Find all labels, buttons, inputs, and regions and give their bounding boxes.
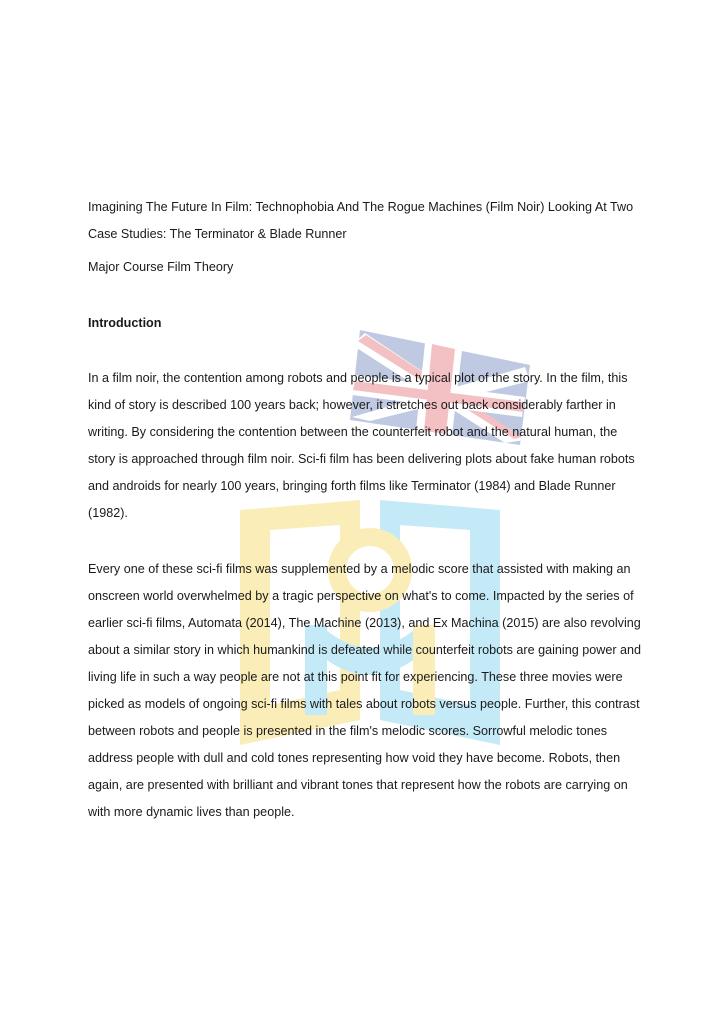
- paragraph-1: In a film noir, the contention among robots and people is a typical plot of the story. In the film, this kind of story is described 100 years back; however, it stretches out back considerably farther in writing. By considering the contention between the counterfeit robot and the natural human, the story is approached through film noir. Sci-fi film has been delivering plots about fake human robots and androids for nearly 100 years, bringing forth films like Terminator (1984) and Blade Runner (1982).: [88, 371, 635, 520]
- document-body: [88, 194, 648, 826]
- document-title: Imagining The Future In Film: Technophobia And The Rogue Machines (Film Noir) Looking At Two Case Studies: The Terminator & Blade Runner: [88, 200, 634, 241]
- paragraph-2: Every one of these sci-fi films was supplemented by a melodic score that assisted with making an onscreen world overwhelmed by a tragic perspective on what's to come. Impacted by the series of earlier sci-fi films, Automata (2014), The Machine (2013), and Ex Machina (2015) are also revolving about a similar story in which humankind is defeated while counterfeit robots are gaining power and living life in such a way people are not at this point fit for experiencing. These three movies were picked as models of ongoing sci-fi films with tales about robots versus people. Further, this contrast between robots and people is presented in the film's melodic scores. Sorrowful melodic tones address people with dull and cold tones representing how void they have become. Robots, then again, are presented with brilliant and vibrant tones that represent how the robots are carrying on with more dynamic lives than people.: [88, 562, 642, 819]
- section-heading: Introduction: [88, 316, 162, 330]
- course-name: Major Course Film Theory: [88, 260, 234, 274]
